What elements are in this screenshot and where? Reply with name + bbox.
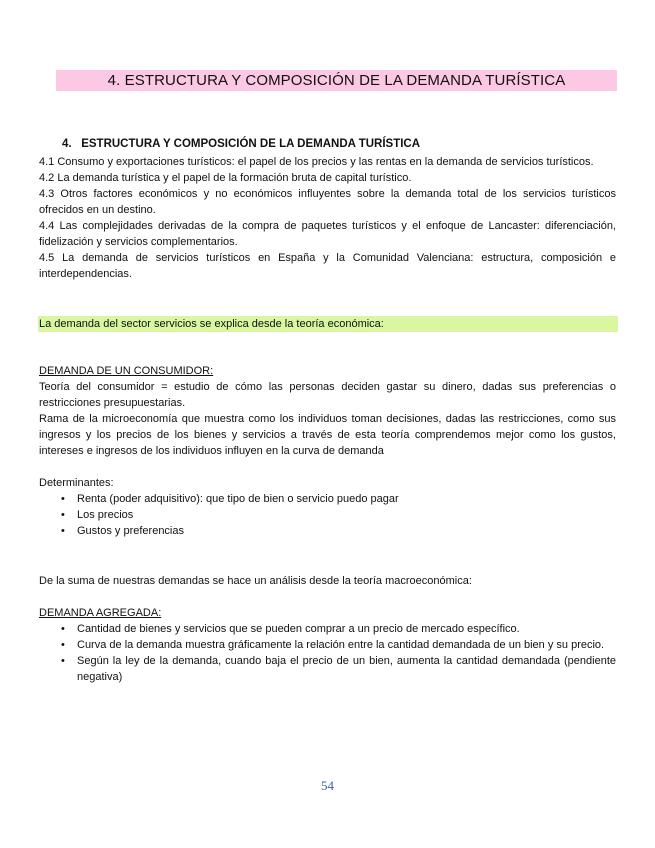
page-title [56, 70, 617, 91]
determinants-label: Determinantes: [39, 477, 114, 489]
determinants-list [39, 491, 616, 539]
bullet-icon: • [61, 525, 65, 537]
section-number: 4. [62, 138, 72, 150]
page-title-text: 4. ESTRUCTURA Y COMPOSICIÓN DE LA DEMANDA TURÍSTICA [107, 72, 566, 89]
topic-item: 4.3 Otros factores económicos y no económicos influyentes sobre la demanda total de los servicios turísticos ofrecidos en un destino. [39, 188, 616, 216]
page-number: 54 [321, 778, 334, 793]
macro-intro [39, 573, 616, 589]
consumer-demand-heading: DEMANDA DE UN CONSUMIDOR: [39, 365, 214, 377]
section-heading [62, 138, 420, 150]
spacer [39, 459, 616, 475]
highlighted-statement: La demanda del sector servicios se explica desde la teoría económica: [38, 316, 618, 332]
bullet-icon: • [61, 509, 65, 521]
topic-item: 4.2 La demanda turística y el papel de la formación bruta de capital turístico. [39, 172, 412, 184]
bullet-icon: • [61, 623, 65, 635]
section-heading-text: ESTRUCTURA Y COMPOSICIÓN DE LA DEMANDA TURÍSTICA [81, 138, 421, 150]
list-item: • Renta (poder adquisitivo): que tipo de bien o servicio puedo pagar [61, 493, 399, 505]
microeconomics-paragraph: Rama de la microeconomía que muestra como los individuos toman decisiones, dadas las restricciones, como sus ingresos y los precios de los bienes y servicios a través de esta teoría comprendemos mejor como los gustos, intereses e ingresos de los individuos influyen en la curva de demanda [39, 413, 616, 457]
topics-list [39, 154, 616, 282]
aggregate-demand-heading: DEMANDA AGREGADA: [39, 607, 162, 619]
list-item: • Cantidad de bienes y servicios que se pueden comprar a un precio de mercado específico. [61, 623, 520, 635]
aggregate-demand-section [39, 605, 616, 685]
list-item: • Los precios [61, 509, 134, 521]
list-item: • Gustos y preferencias [61, 525, 184, 537]
topic-item: 4.4 Las complejidades derivadas de la compra de paquetes turísticos y el enfoque de Lancaster: diferenciación, fidelización y servicios complementarios. [39, 220, 616, 248]
bullet-icon: • [61, 639, 65, 651]
bullet-icon: • [61, 493, 65, 505]
topic-item: 4.5 La demanda de servicios turísticos en España y la Comunidad Valenciana: estructura, composición e interdependencias. [39, 252, 616, 280]
list-item: • Según la ley de la demanda, cuando baja el precio de un bien, aumenta la cantidad demandada (pendiente negativa) [61, 655, 616, 683]
topic-item: 4.1 Consumo y exportaciones turísticos: el papel de los precios y las rentas en la demanda de servicios turísticos. [39, 156, 594, 168]
aggregate-demand-list [39, 621, 616, 685]
consumer-demand-section [39, 363, 616, 539]
macro-intro-text: De la suma de nuestras demandas se hace un análisis desde la teoría macroeconómica: [39, 575, 472, 587]
list-item: • Curva de la demanda muestra gráficamente la relación entre la cantidad demandada de un bien y su precio. [61, 639, 605, 651]
consumer-theory-paragraph: Teoría del consumidor = estudio de cómo las personas deciden gastar su dinero, dadas sus preferencias o restricciones presupuestarias. [39, 381, 616, 409]
bullet-icon: • [61, 655, 65, 667]
